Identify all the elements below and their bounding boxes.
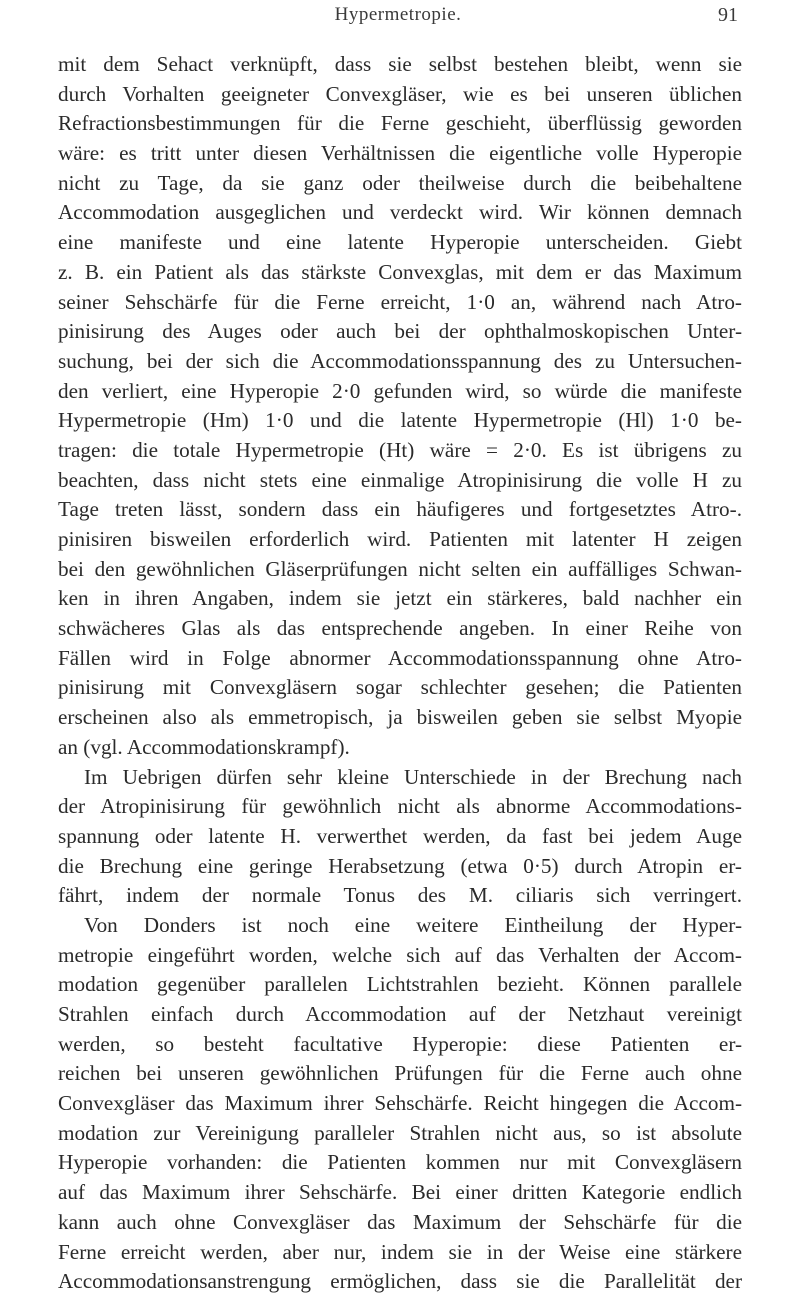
text-line: metropie eingeführt worden, welche sich auf das Verhalten der Accom- xyxy=(58,942,742,967)
text-line: fährt, indem der normale Tonus des M. ciliaris sich verringert. xyxy=(58,883,742,908)
text-line: ken in ihren Angaben, indem sie jetzt ein stärkeres, bald nachher ein xyxy=(58,586,742,611)
text-line: spannung oder latente H. verwerthet werden, da fast bei jedem Auge xyxy=(58,823,742,848)
text-line: beachten, dass nicht stets eine einmalige Atropinisirung die volle H zu xyxy=(58,467,742,492)
text-line: eine manifeste und eine latente Hyperopie unterscheiden. Giebt xyxy=(58,230,742,255)
text-line: wäre: es tritt unter diesen Verhältnissen die eigentliche volle Hyperopie xyxy=(58,141,742,166)
text-line: Von Donders ist noch eine weitere Eintheilung der Hyper- xyxy=(84,912,742,937)
text-line: den verliert, eine Hyperopie 2·0 gefunden wird, so würde die manifeste xyxy=(58,378,742,403)
text-line: mit dem Sehact verknüpft, dass sie selbst bestehen bleibt, wenn sie xyxy=(58,52,742,76)
text-line: die Brechung eine geringe Herabsetzung (etwa 0·5) durch Atropin er- xyxy=(58,853,742,878)
text-line: erscheinen also als emmetropisch, ja bisweilen geben sie selbst Myopie xyxy=(58,705,742,730)
text-line: reichen bei unseren gewöhnlichen Prüfungen für die Ferne auch ohne xyxy=(58,1061,742,1086)
text-line: pinisirung des Auges oder auch bei der ophthalmoskopischen Unter- xyxy=(58,319,742,344)
text-line: pinisirung mit Convexgläsern sogar schlechter gesehen; die Patienten xyxy=(58,675,742,700)
text-line: Convexgläser das Maximum ihrer Sehschärfe. Reicht hingegen die Accom- xyxy=(58,1091,742,1116)
text-line: Im Uebrigen dürfen sehr kleine Unterschiede in der Brechung nach xyxy=(84,764,742,789)
text-line: seiner Sehschärfe für die Ferne erreicht, 1·0 an, während nach Atro- xyxy=(58,289,742,314)
text-line: z. B. ein Patient als das stärkste Convexglas, mit dem er das Maximum xyxy=(58,259,742,284)
text-line: Fällen wird in Folge abnormer Accommodationsspannung ohne Atro- xyxy=(58,645,742,670)
text-line: durch Vorhalten geeigneter Convexgläser, wie es bei unseren üblichen xyxy=(58,81,742,106)
text-line: Accommodation ausgeglichen und verdeckt wird. Wir können demnach xyxy=(58,200,742,225)
text-line: pinisiren bisweilen erforderlich wird. Patienten mit latenter H zeigen xyxy=(58,527,742,551)
running-title: Hypermetropie. xyxy=(334,4,462,25)
text-line: Accommodationsanstrengung ermöglichen, dass sie die Parallelität der xyxy=(58,1269,742,1294)
text-line: an (vgl. Accommodationskrampf). xyxy=(58,734,350,759)
page-number: 91 xyxy=(718,4,738,26)
text-line: nicht zu Tage, da sie ganz oder theilweise durch die beibehaltene xyxy=(58,170,742,195)
text-line: schwächeres Glas als das entsprechende angeben. In einer Reihe von xyxy=(58,616,742,641)
text-line: der Atropinisirung für gewöhnlich nicht als abnorme Accommodations- xyxy=(58,794,742,819)
text-line: Refractionsbestimmungen für die Ferne geschieht, überflüssig geworden xyxy=(58,111,742,136)
text-line: Hypermetropie (Hm) 1·0 und die latente Hypermetropie (Hl) 1·0 be- xyxy=(58,408,742,433)
text-line: Hyperopie vorhanden: die Patienten kommen nur mit Convexgläsern xyxy=(58,1150,742,1175)
text-line: bei den gewöhnlichen Gläserprüfungen nicht selten ein auffälliges Schwan- xyxy=(58,556,742,581)
body-text xyxy=(58,50,742,1297)
text-line: modation gegenüber parallelen Lichtstrahlen bezieht. Können parallele xyxy=(58,972,742,997)
text-line: Strahlen einfach durch Accommodation auf der Netzhaut vereinigt xyxy=(58,1002,742,1026)
text-line: auf das Maximum ihrer Sehschärfe. Bei einer dritten Kategorie endlich xyxy=(58,1180,742,1205)
text-line: tragen: die totale Hypermetropie (Ht) wäre = 2·0. Es ist übrigens zu xyxy=(58,437,742,462)
text-line: modation zur Vereinigung paralleler Strahlen nicht aus, so ist absolute xyxy=(58,1120,742,1145)
page-header xyxy=(58,4,738,30)
text-line: suchung, bei der sich die Accommodationsspannung des zu Untersuchen- xyxy=(58,348,742,373)
text-line: Ferne erreicht werden, aber nur, indem sie in der Weise eine stärkere xyxy=(58,1239,742,1264)
text-line: Tage treten lässt, sondern dass ein häufigeres und fortgesetztes Atro-. xyxy=(58,497,742,522)
text-line: kann auch ohne Convexgläser das Maximum der Sehschärfe für die xyxy=(58,1209,742,1234)
text-line: werden, so besteht facultative Hyperopie: diese Patienten er- xyxy=(58,1031,742,1056)
